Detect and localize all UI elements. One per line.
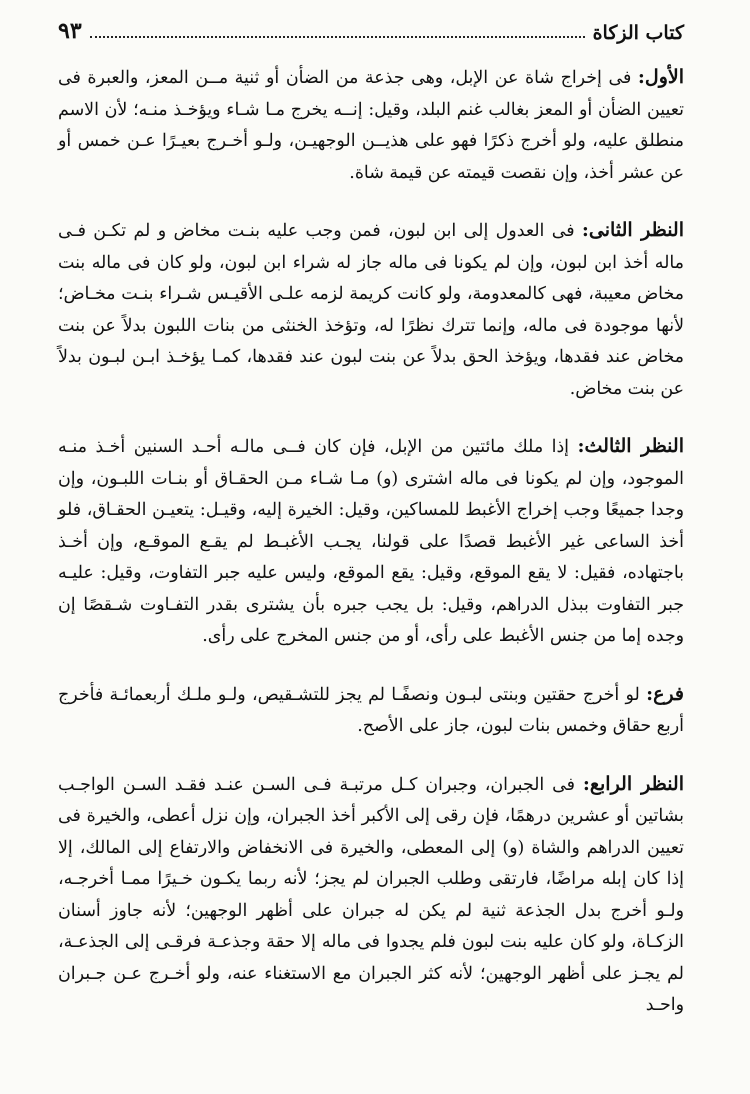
paragraph-fourth-consideration (58, 769, 684, 1022)
page-number: ٩٣ (58, 18, 82, 44)
paragraph-text: فى الجبران، وجبران كـل مرتبـة فـى السـن عنـد فقـد السـن الواجـب بشاتين أو عشرين درهمًا، فإن رقى إلى الأكبر أخذ الجبران، وإن نزل أعطى، والخيرة فى تعيين الدراهم والشاة (و) إلى المعطى، والخيرة فى الانخفاض والارتفاع إلى المالك، إلا إذا كان إبله مراضًا، فارتقى وطلب الجبران لم يجز؛ لأنه ربما يكـون خـيرًا ممـا أخرجـه، ولـو أخرج بدل الجذعة ثنية لم يكن له جبران على أظهر الوجهين؛ لأنه جاوز أسنان الزكـاة، ولو كان عليه بنت لبون فلم يجدوا فى ماله إلا حقة وجذعـة فرقـى إلى الجذعـة، لم يجـز على أظهر الوجهين؛ لأنه كثر الجبران مع الاستغناء عنه، ولو أخـرج عـن جـبران واحـد (58, 774, 684, 1015)
running-header (58, 14, 684, 44)
paragraph-heading: النظر الثانى: (581, 219, 684, 241)
paragraph-heading: فرع: (646, 682, 684, 705)
paragraph-branch (58, 679, 684, 743)
book-title: كتاب الزكاة (592, 22, 684, 44)
paragraph-heading: النظر الرابع: (582, 772, 685, 795)
paragraph-heading: الأول: (637, 66, 684, 88)
paragraph-second-consideration (58, 215, 684, 405)
paragraph-heading: النظر الثالث: (577, 435, 684, 457)
paragraph-text: لو أخرج حقتين وبنتى لبـون ونصفًـا لم يجز للتشـقيص، ولـو ملـك أربعمائـة فأخرج أربع حقاق وخمس بنات لبون، جاز على الأصح. (58, 684, 684, 736)
leader-dots (90, 36, 585, 38)
paragraph-third-consideration (58, 431, 684, 653)
paragraph-text: فى العدول إلى ابن لبون، فمن وجب عليه بنـت مخاض و لم تكـن فـى ماله أخذ ابن لبون، وإن لم يكونا فى ماله جاز له شراء ابن لبون، ولو كان فى ماله بنت مخاض معيبة، فهى كالمعدومة، ولو كانت كريمة لزمه علـى الأقيـس شـراء بنـت مخـاض؛ لأنها موجودة فى ماله، وإنما تترك نظرًا له، وتؤخذ الخنثى من بنات اللبون بدلاً عن بنت مخاض عند فقدها، ويؤخذ الحق بدلاً عن بنت لبون عند فقدها، كمـا يؤخـذ ابـن لبـون بدلاً عن بنت مخاض. (58, 221, 684, 399)
paragraph-text: إذا ملك مائتين من الإبل، فإن كان فــى مالـه أحـد السنين أخـذ منـه الموجود، وإن لم يكونا فى ماله اشترى (و) مـا شـاء مـن الحقـاق أو بنـات اللبـون، وإن وجدا جميعًا وجب إخراج الأغبط للمساكين، وقيل: الخيرة إليه، وقيـل: يتعيـن الحقـاق، فلو أخذ الساعى غير الأغبط قصدًا على قولنا، يجـب الأغبـط لم يقـع الموقـع، وإن أخـذ باجتهاده، فقيل: لا يقع الموقع، وقيل: يقع الموقع، وليس عليه جبر التفاوت، وقيل: عليـه جبر التفاوت ببذل الدراهم، وقيل: بل يجب جبره بأن يشترى بقدر التفـاوت شـقصًا إن وجده إما من جنس الأغبط على رأى، أو من جنس المخرج على رأى. (58, 437, 684, 646)
paragraph-first (58, 62, 684, 189)
paragraph-text: فى إخراج شاة عن الإبل، وهى جذعة من الضأن أو ثنية مــن المعز، والعبرة فى تعيين الضأن أو المعز بغالب غنم البلد، وقيل: إنــه يخرج مـا شـاء ويؤخـذ منـه؛ لأن الاسم منطلق عليه، ولو أخرج ذكرًا فهو على هذيــن الوجهيـن، ولـو أخـرج بعيـرًا عـن خمس أو عن عشر أخذ، وإن نقصت قيمته عن قيمة شاة. (58, 68, 684, 183)
